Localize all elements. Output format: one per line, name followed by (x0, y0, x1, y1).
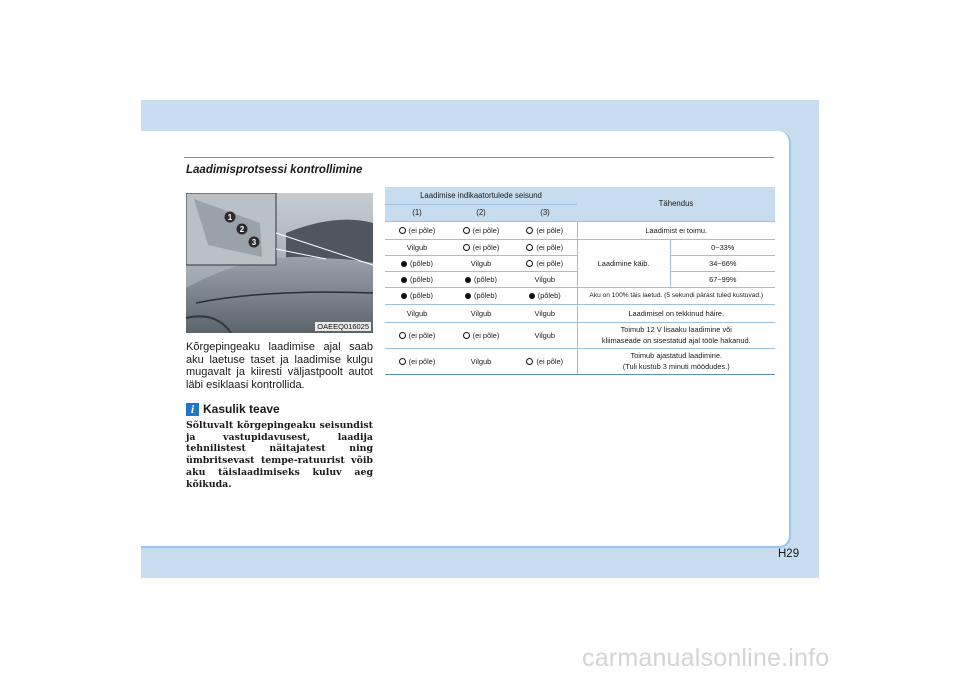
off-light-icon (526, 244, 533, 251)
meaning-cell: Laadimisel on tekkinud häire. (577, 304, 775, 322)
cell-1 (385, 221, 449, 239)
body-paragraph: Kõrgepingeaku laadimise ajal saab aku laetuse taset ja laadimise kulgu mugavalt ja kiiresti väljastpoolt autot läbi esiklaasi kontrollida. (186, 341, 373, 391)
table-row (385, 348, 775, 374)
cell-3 (513, 239, 577, 255)
watermark: carmanualsonline.info (582, 644, 830, 672)
cell-1 (385, 255, 449, 271)
cell-text: (põleb) (473, 274, 497, 284)
cell-text: (ei põle) (408, 356, 436, 366)
marker-1: 1 (227, 213, 233, 222)
cell-2: Vilgub (449, 348, 513, 374)
cell-2: Vilgub (449, 304, 513, 322)
header-rule (184, 157, 774, 158)
cell-3: Vilgub (513, 322, 577, 348)
cell-text: (põleb) (409, 291, 433, 300)
off-light-icon (399, 227, 406, 234)
cell-text: (ei põle) (472, 242, 500, 252)
cell-text: (ei põle) (408, 225, 436, 235)
cell-3: Vilgub (513, 271, 577, 287)
group-label: Laadimine käib. (577, 239, 670, 287)
cell-3 (513, 221, 577, 239)
cell-text: (põleb) (409, 274, 433, 284)
cell-2: Vilgub (449, 255, 513, 271)
cell-3 (513, 348, 577, 374)
off-light-icon (526, 227, 533, 234)
cell-1 (385, 348, 449, 374)
on-light-icon (465, 277, 471, 283)
cell-text: (põleb) (409, 258, 433, 268)
meaning-cell: 34~66% (670, 255, 775, 271)
marker-3: 3 (251, 238, 257, 247)
table-row (385, 304, 775, 322)
indicator-markers (222, 209, 262, 261)
meaning-line: Toimub 12 V lisaaku laadimine või (620, 325, 732, 334)
indicator-table (385, 187, 775, 375)
off-light-icon (399, 358, 406, 365)
cell-2 (449, 221, 513, 239)
cell-1: Vilgub (385, 304, 449, 322)
on-light-icon (401, 277, 407, 283)
off-light-icon (399, 332, 406, 339)
off-light-icon (463, 244, 470, 251)
cell-2 (449, 287, 513, 304)
car-windshield-illustration (186, 193, 373, 333)
cell-2 (449, 322, 513, 348)
header-meaning: Tähendus (577, 187, 775, 221)
off-light-icon (526, 358, 533, 365)
cell-1 (385, 287, 449, 304)
table-row (385, 287, 775, 304)
table-row (385, 221, 775, 239)
off-light-icon (463, 227, 470, 234)
meaning-cell: 0~33% (670, 239, 775, 255)
cell-2 (449, 271, 513, 287)
cell-text: (ei põle) (536, 242, 564, 252)
cell-2 (449, 239, 513, 255)
photo-caption: OAEEQ016025 (317, 322, 369, 331)
info-heading (186, 402, 280, 416)
cell-text: (põleb) (537, 291, 561, 300)
cell-3: Vilgub (513, 304, 577, 322)
on-light-icon (529, 293, 535, 299)
cell-3 (513, 287, 577, 304)
info-text: Sõltuvalt kõrgepingeaku seisundist ja vastupidavusest, laadija tehnilistest näitajatest ning ümbritsevast tempe-ratuurist võib aku täislaadimiseks kuluv aeg kõikuda. (186, 420, 373, 490)
cell-text: (ei põle) (536, 225, 564, 235)
on-light-icon (401, 261, 407, 267)
off-light-icon (526, 260, 533, 267)
off-light-icon (463, 332, 470, 339)
meaning-cell: Aku on 100% täis laetud. (5 sekundi pärast tuled kustuvad.) (577, 287, 775, 304)
table-row (385, 322, 775, 348)
cell-text: (põleb) (473, 291, 497, 300)
meaning-cell (577, 348, 775, 374)
cell-text: (ei põle) (408, 330, 436, 340)
meaning-line: Toimub ajastatud laadimine. (630, 351, 723, 360)
table-row (385, 239, 775, 255)
meaning-cell: Laadimist ei toimu. (577, 221, 775, 239)
meaning-line: kliimaseade on sisestatud ajal tööle hakanud. (601, 336, 751, 345)
cell-text: (ei põle) (472, 225, 500, 235)
col-header-1: (1) (385, 204, 449, 221)
on-light-icon (401, 293, 407, 299)
marker-2: 2 (239, 225, 245, 234)
cell-text: (ei põle) (536, 258, 564, 268)
cell-1 (385, 271, 449, 287)
meaning-cell: 67~99% (670, 271, 775, 287)
cell-1 (385, 322, 449, 348)
cell-1: Vilgub (385, 239, 449, 255)
meaning-line: (Tuli kustub 3 minuti möödudes.) (622, 362, 730, 371)
on-light-icon (465, 293, 471, 299)
cell-3 (513, 255, 577, 271)
info-icon: i (186, 403, 199, 416)
charging-indicator-photo (186, 193, 373, 333)
header-group: Laadimise indikaatortulede seisund (385, 187, 577, 204)
page-number: H29 (778, 548, 800, 560)
info-title: Kasulik teave (203, 402, 280, 416)
cell-text: (ei põle) (536, 356, 564, 366)
col-header-3: (3) (513, 204, 577, 221)
meaning-cell (577, 322, 775, 348)
col-header-2: (2) (449, 204, 513, 221)
cell-text: (ei põle) (472, 330, 500, 340)
section-title: Laadimisprotsessi kontrollimine (186, 164, 363, 176)
